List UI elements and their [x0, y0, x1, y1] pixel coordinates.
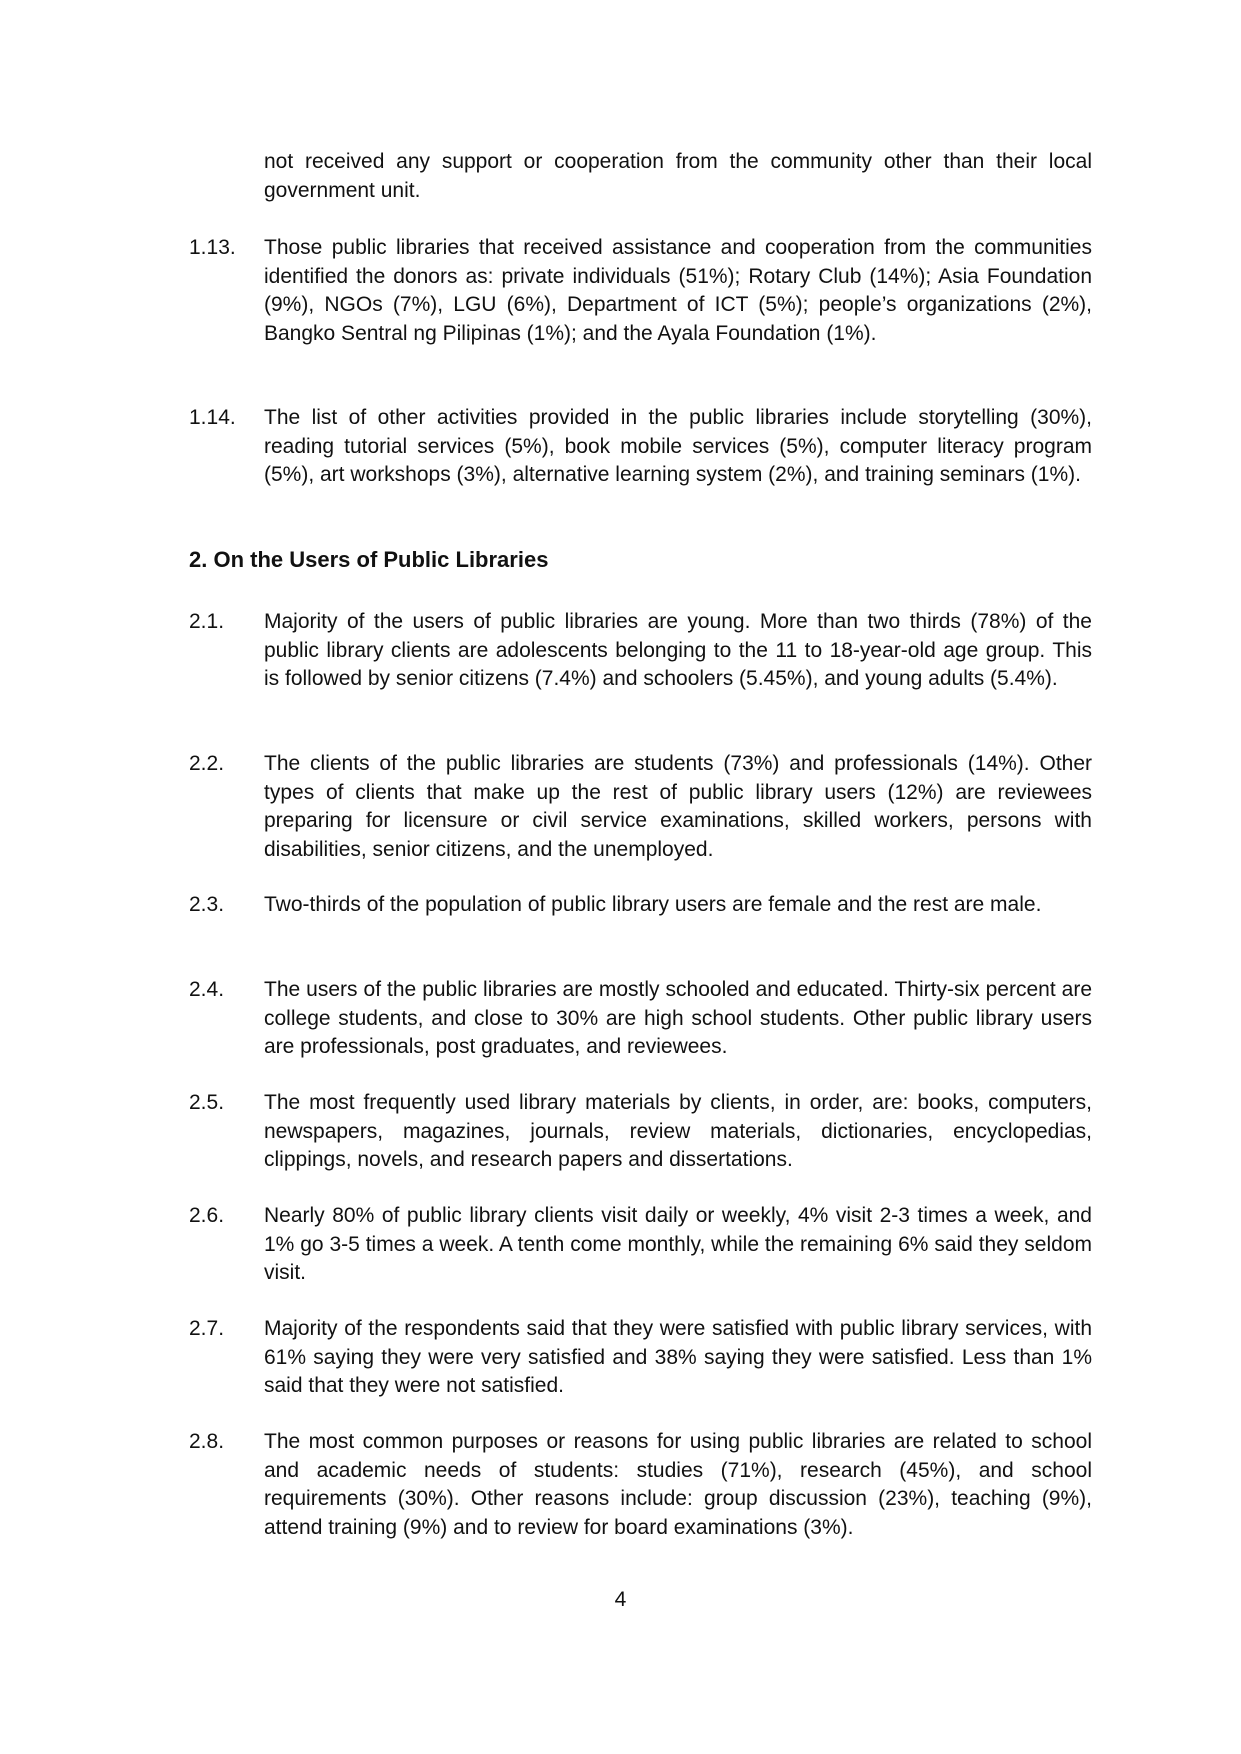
continuation-paragraph: not received any support or cooperation from the community other than their local government unit. [264, 150, 1092, 202]
item-number: 2.5. [189, 1091, 225, 1114]
item-text: The users of the public libraries are mostly schooled and educated. Thirty-six percent are college students, and close to 30% are high school students. Other public library users are professionals, post graduates, and reviewees. [264, 978, 1092, 1059]
item-text: Majority of the users of public libraries are young. More than two thirds (78%) of the public library clients are adolescents belonging to the 11 to 18-year-old age group. This is followed by senior citizens (7.4%) and schoolers (5.45%), and young adults (5.4%). [264, 610, 1092, 691]
item-text: Two-thirds of the population of public library users are female and the rest are male. [264, 893, 1042, 916]
item-number: 2.2. [189, 752, 225, 775]
item-text: The most common purposes or reasons for using public libraries are related to school and academic needs of students: studies (71%), research (45%), and school requirements (30%). Other reasons include: group discussion (23%), teaching (9%), attend training (9%) and to review for board examinations (3%). [264, 1430, 1092, 1539]
item-number: 1.14. [189, 406, 236, 429]
item-number: 2.6. [189, 1204, 225, 1227]
item-number: 2.8. [189, 1430, 225, 1453]
page-number: 4 [614, 1588, 627, 1611]
item-text: The most frequently used library materials by clients, in order, are: books, computers, newspapers, magazines, journals, review materials, dictionaries, encyclopedias, clippings, novels, and research papers and dissertations. [264, 1091, 1092, 1172]
item-number: 2.3. [189, 893, 225, 916]
item-text: Nearly 80% of public library clients visit daily or weekly, 4% visit 2-3 times a week, and 1% go 3-5 times a week. A tenth come monthly, while the remaining 6% said they seldom visit. [264, 1204, 1092, 1285]
item-text: Those public libraries that received assistance and cooperation from the communities identified the donors as: private individuals (51%); Rotary Club (14%); Asia Foundation (9%), NGOs (7%), LGU (6%), Department of ICT (5%); people’s organizations (2%), Bangko Sentral ng Pilipinas (1%); and the Ayala Foundation (1%). [264, 236, 1092, 345]
item-number: 2.4. [189, 978, 225, 1001]
item-number: 1.13. [189, 236, 236, 259]
item-number: 2.7. [189, 1317, 225, 1340]
item-text: The clients of the public libraries are students (73%) and professionals (14%). Other types of clients that make up the rest of public library users (12%) are reviewees preparing for licensure or civil service examinations, skilled workers, persons with disabilities, senior citizens, and the unemployed. [264, 752, 1092, 861]
item-text: Majority of the respondents said that they were satisfied with public library services, with 61% saying they were very satisfied and 38% saying they were satisfied. Less than 1% said that they were not satisfied. [264, 1317, 1092, 1398]
item-text: The list of other activities provided in the public libraries include storytelling (30%), reading tutorial services (5%), book mobile services (5%), computer literacy program (5%), art workshops (3%), alternative learning system (2%), and training seminars (1%). [264, 406, 1092, 487]
section-heading: 2. On the Users of Public Libraries [189, 547, 549, 572]
item-number: 2.1. [189, 610, 225, 633]
